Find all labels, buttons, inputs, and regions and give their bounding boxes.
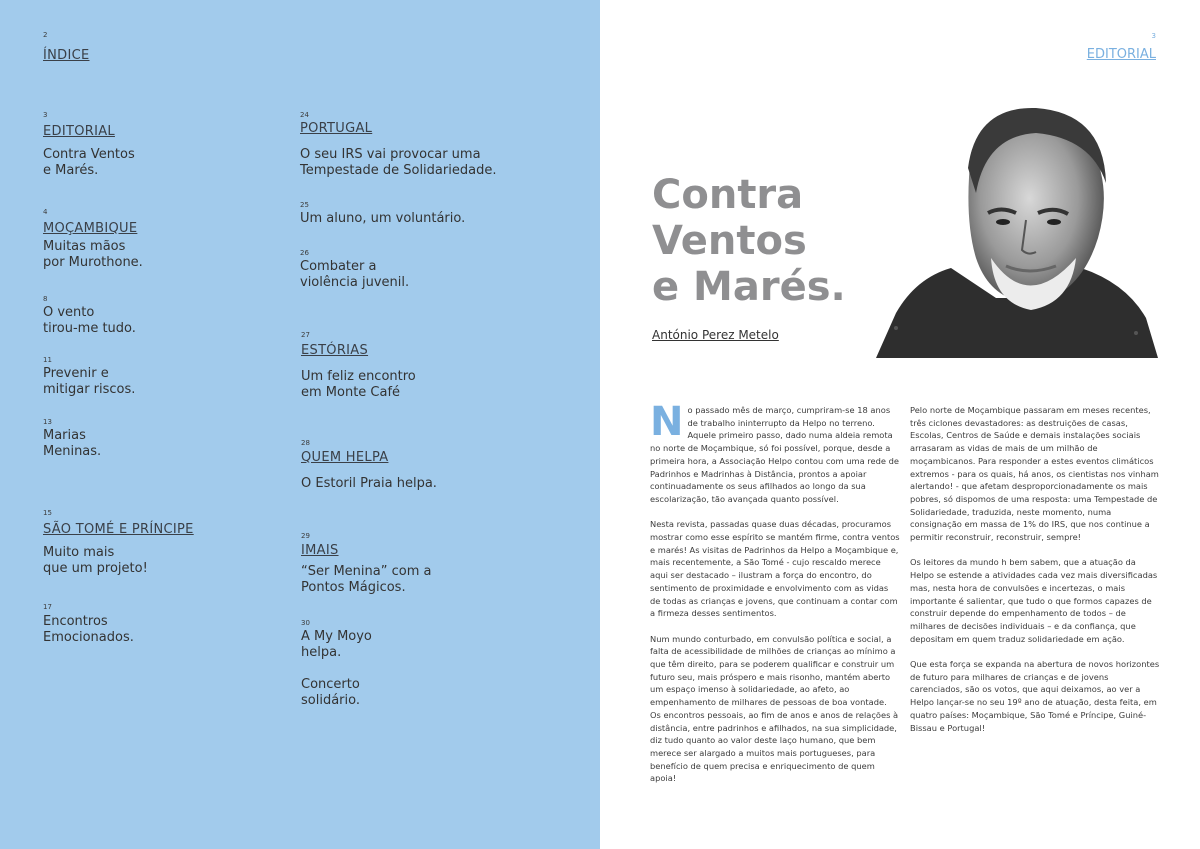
toc-page-number: 15 [43,509,52,517]
toc-entry-title[interactable]: Encontros Emocionados. [43,614,134,645]
page-number: 2 [43,31,48,39]
toc-entry-title[interactable]: Marias Meninas. [43,428,102,459]
toc-entry-title[interactable]: O seu IRS vai provocar uma Tempestade de Solidariedade. [300,147,497,178]
drop-cap: N [650,399,684,445]
toc-section-heading[interactable]: IMAIS [301,543,339,558]
toc-section-heading[interactable]: EDITORIAL [43,124,115,139]
toc-entry-title[interactable]: Muitas mãos por Murothone. [43,239,143,270]
index-title[interactable]: ÍNDICE [43,48,90,63]
author-portrait [876,98,1158,358]
article-paragraph: Pelo norte de Moçambique passaram em meses recentes, três ciclones devastadores: as destruições de casas, Escolas, Centros de Saúde e demais instalações sociais arrasaram as vidas de mais de um milhão de moçambicanos. Para responder a estes eventos climáticos extremos - para os quais, há anos, os cientistas nos vinham alertando! - que afetam desproporcionadamente os mais pobres, só dispomos de uma resposta: uma Tempestade de Solidariedade, traduzida, neste momento, numa consignação em massa de 1% do IRS, que nos continue a permitir reconstruir, reconstruir, sempre! [910,405,1159,543]
toc-entry-title[interactable]: O Estoril Praia helpa. [301,476,437,491]
toc-section-heading[interactable]: MOÇAMBIQUE [43,221,138,236]
article-column-1 [650,399,900,798]
toc-page-number: 11 [43,356,52,364]
toc-section-heading[interactable]: ESTÓRIAS [301,343,369,358]
section-title[interactable]: EDITORIAL [1086,47,1156,62]
toc-entry-portugal[interactable] [300,111,496,179]
toc-page-number: 30 [301,619,310,627]
article-headline: Contra Ventos e Marés. [652,172,846,310]
toc-page-number: 28 [301,439,310,447]
toc-entry-imais[interactable] [301,532,431,596]
toc-page-number: 26 [300,249,309,257]
toc-entry-title[interactable]: O vento tirou-me tudo. [43,305,136,336]
article-paragraph: Nesta revista, passadas quase duas décadas, procuramos mostrar como esse espírito se mantém firme, contra ventos e marés! As visitas de Padrinhos da Helpo a Moçambique e, mais recentemente, a São Tomé - cujo rescaldo merece aqui ser destacado – ilustram a força do encontro, do sentimento de proximidade e envolvimento com as vidas de todas as crianças e jovens, que continuam a contar com a firmeza desses sentimentos. [650,519,900,619]
toc-entry-title[interactable]: Combater a violência juvenil. [300,259,410,290]
toc-entry-title[interactable]: “Ser Menina” com a Pontos Mágicos. [301,564,432,595]
toc-entry[interactable] [43,356,135,398]
toc-entry-title[interactable]: Um feliz encontro em Monte Café [301,369,416,400]
toc-page-number: 24 [300,111,309,119]
toc-entry[interactable] [300,201,465,227]
toc-entry[interactable] [43,418,101,460]
toc-entry-mocambique[interactable] [43,208,143,271]
article-column-2 [910,404,1160,747]
toc-page-number: 17 [43,603,52,611]
toc-page-number: 3 [43,111,48,119]
article-paragraph: Num mundo conturbado, em convulsão política e social, a falta de acessibilidade de milhões de crianças ao mínimo a que têm direito, para se poderem qualificar e construir um futuro seu, mais próspero e mais risonho, mantém aberto um espaço imenso à solidariedade, ao afeto, ao empenhamento de milhares de pessoas de boa vontade. Os encontros pessoais, ao fim de anos e anos de relações à distância, entre padrinhos e afilhados, na sua simplicidade, diz tudo quanto ao valor deste laço humano, que bem merece ser alargado a muitos mais portugueses, para benefício de quem precisa e enriquecimento de quem apoia! [650,633,899,784]
toc-entry[interactable] [300,249,409,291]
toc-section-heading[interactable]: PORTUGAL [300,121,373,136]
toc-page-number: 29 [301,532,310,540]
toc-entry[interactable] [301,619,372,709]
article-paragraph: Que esta força se expanda na abertura de novos horizontes de futuro para milhares de crianças e de jovens carenciados, são os votos, que aqui deixamos, ao ver a Helpo lançar-se no seu 19º ano de atuação, desta feita, em quatro países: Moçambique, São Tomé e Príncipe, Guiné-Bissau e Portugal! [910,659,1160,733]
editorial-page [600,0,1200,849]
toc-entry[interactable] [43,603,134,646]
toc-entry-title[interactable]: A My Moyo helpa. Concerto solidário. [301,629,372,708]
toc-entry-estorias[interactable] [301,331,416,401]
toc-page-number: 13 [43,418,52,426]
toc-entry-sao-tome[interactable] [43,509,194,577]
toc-page-number: 27 [301,331,310,339]
toc-entry-title[interactable]: Contra Ventos e Marés. [43,147,135,178]
toc-entry-editorial[interactable] [43,111,135,179]
article-paragraph: Os leitores da mundo h bem sabem, que a atuação da Helpo se estende a atividades cada vez mais diversificadas mas, nesta hora de convulsões e incertezas, o mais importante é salientar, que tudo o que formos capazes de construir depende do empenhamento de todos – de milhares de decisões individuais – e da confiança, que depositam em quem traduz solidariedade em ação. [910,557,1158,644]
toc-section-heading[interactable]: QUEM HELPA [301,450,389,465]
toc-section-heading[interactable]: SÃO TOMÉ E PRÍNCIPE [43,522,194,537]
toc-page-number: 8 [43,295,48,303]
page-number: 3 [1151,32,1156,40]
toc-page-number: 25 [300,201,309,209]
article-author[interactable]: António Perez Metelo [652,328,779,342]
article-paragraph: No passado mês de março, cumpriram-se 18 anos de trabalho ininterrupto da Helpo no terreno. Aquele primeiro passo, dado numa aldeia remota no norte de Moçambique, só foi possível, porque, desde a primeira hora, a Associação Helpo contou com uma rede de Padrinhos e Madrinhas à Distância, prontos a apoiar continuadamente os seus afilhados ao longo da sua escolarização, tão avançada quanto possível. [650,399,900,504]
toc-entry-title[interactable]: Muito mais que um projeto! [43,545,148,576]
toc-entry[interactable] [43,295,136,337]
toc-entry-title[interactable]: Prevenir e mitigar riscos. [43,366,136,397]
toc-page-number: 4 [43,208,48,216]
toc-entry-title[interactable]: Um aluno, um voluntário. [300,211,466,226]
toc-entry-quem-helpa[interactable] [301,439,437,492]
